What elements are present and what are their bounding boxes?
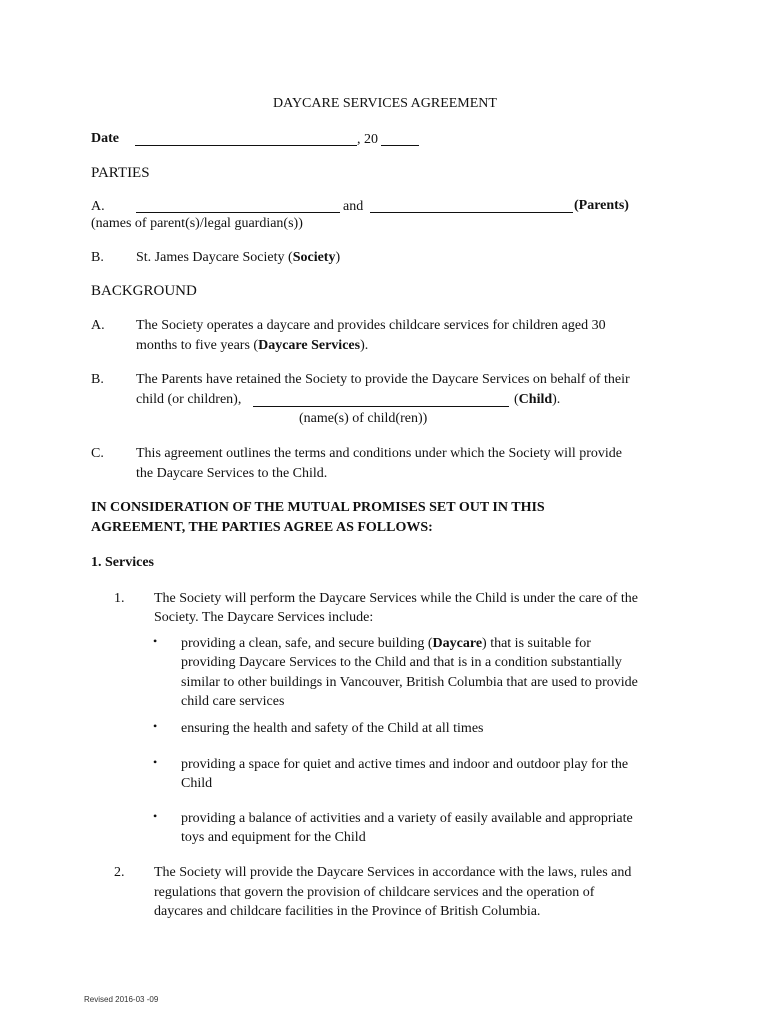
date-year-prefix: , 20	[357, 132, 378, 147]
bullet1-line3: similar to other buildings in Vancouver, British Columbia that are used to provide	[181, 675, 638, 690]
item1-line2: Society. The Daycare Services include:	[154, 610, 374, 625]
bullet3-line2: Child	[181, 776, 213, 791]
bullet-icon: •	[153, 634, 158, 648]
background-a-marker: A.	[91, 318, 105, 333]
section1-heading: 1. Services	[91, 555, 154, 570]
bullet2-line1: ensuring the health and safety of the Child at all times	[181, 721, 484, 736]
bullet1-line2: providing Daycare Services to the Child and that is in a condition substantially	[181, 655, 622, 670]
item1-line1: The Society will perform the Daycare Services while the Child is under the care of the	[154, 591, 638, 606]
background-c-line1: This agreement outlines the terms and conditions under which the Society will provide	[136, 446, 623, 461]
date-blank[interactable]	[135, 145, 357, 146]
background-c-line2: the Daycare Services to the Child.	[136, 466, 328, 481]
item1-marker: 1.	[114, 591, 125, 606]
background-b-marker: B.	[91, 372, 104, 387]
document-title: DAYCARE SERVICES AGREEMENT	[273, 96, 497, 111]
bullet1-line1: providing a clean, safe, and secure building (Daycare) that is suitable for	[181, 636, 591, 651]
bullet1-line4: child care services	[181, 694, 285, 709]
party-a-marker: A.	[91, 199, 105, 214]
bullet4-line1: providing a balance of activities and a variety of easily available and appropriate	[181, 811, 633, 826]
background-a-line2: months to five years (Daycare Services).	[136, 338, 369, 353]
party-a-role: (Parents)	[574, 198, 629, 213]
background-heading: BACKGROUND	[91, 283, 197, 299]
party-a-note: (names of parent(s)/legal guardian(s))	[91, 216, 303, 231]
background-b-note: (name(s) of child(ren))	[299, 411, 428, 426]
background-b-line2-pre: child (or children),	[136, 392, 242, 407]
consideration-line2: AGREEMENT, THE PARTIES AGREE AS FOLLOWS:	[91, 520, 433, 535]
date-label: Date	[91, 131, 119, 146]
bullet-icon: •	[153, 809, 158, 823]
item2-line2: regulations that govern the provision of childcare services and the operation of	[154, 885, 595, 900]
background-a-line1: The Society operates a daycare and provides childcare services for children aged 30	[136, 318, 606, 333]
bullet-icon: •	[153, 755, 158, 769]
bullet4-line2: toys and equipment for the Child	[181, 830, 366, 845]
parent-name-blank-2[interactable]	[370, 212, 573, 213]
child-name-blank[interactable]	[253, 406, 509, 407]
parties-heading: PARTIES	[91, 165, 150, 181]
item2-marker: 2.	[114, 865, 125, 880]
party-b-marker: B.	[91, 250, 104, 265]
party-a-and: and	[343, 199, 364, 214]
party-b-text: St. James Daycare Society (Society)	[136, 250, 341, 265]
item2-line3: daycares and childcare facilities in the Province of British Columbia.	[154, 904, 541, 919]
background-b-line1: The Parents have retained the Society to provide the Daycare Services on behalf of their	[136, 372, 630, 387]
item2-line1: The Society will provide the Daycare Services in accordance with the laws, rules and	[154, 865, 632, 880]
revision-footer: Revised 2016-03 -09	[84, 995, 159, 1004]
background-c-marker: C.	[91, 446, 104, 461]
bullet3-line1: providing a space for quiet and active times and indoor and outdoor play for the	[181, 757, 629, 772]
background-b-line2-post: (Child).	[514, 392, 561, 407]
date-year-blank[interactable]	[381, 145, 419, 146]
parent-name-blank-1[interactable]	[136, 212, 340, 213]
bullet-icon: •	[153, 719, 158, 733]
consideration-line1: IN CONSIDERATION OF THE MUTUAL PROMISES SET OUT IN THIS	[91, 500, 545, 515]
